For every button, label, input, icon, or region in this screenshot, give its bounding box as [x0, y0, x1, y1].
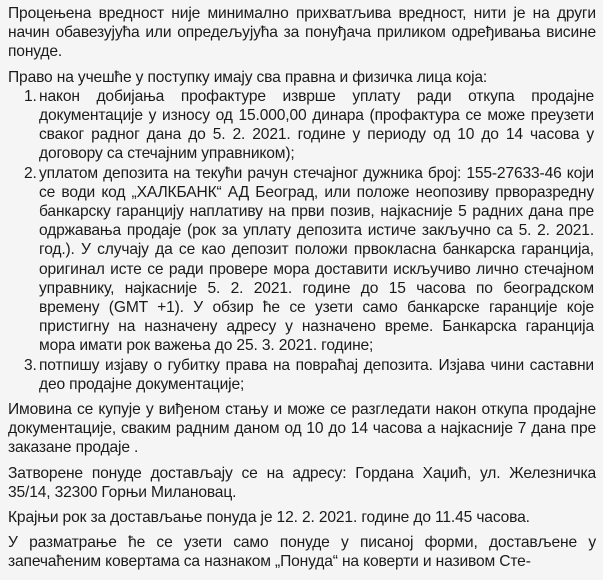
condition-item — [8, 87, 596, 164]
conditions-list — [8, 87, 596, 394]
condition-text: потпишу изјаву о губитку права на повраћај депозита. Изјава чини саставни део продајне документације; — [39, 356, 594, 393]
consideration-paragraph: У разматрање ће се узети само понуде у писаној форми, достављене у запечаћеним ковертама са назнаком „Понуда“ на коверти и називом Сте- — [8, 534, 596, 571]
condition-text: након добијања профактуре изврше уплату ради откупа продајне документације у износу од 15.000,00 динара (профактура се може преузети сваког радног дана до 5. 2. 2021. године у периоду од 10 до 14 часова у договору са стечајним управником); — [39, 87, 594, 163]
condition-number: 3. — [24, 356, 37, 374]
document-page — [8, 4, 596, 580]
deadline-paragraph: Крајњи рок за достављање понуда је 12. 2. 2021. године до 11.45 часова. — [8, 509, 530, 527]
intro-paragraph: Процењена вредност није минимално прихватљива вредност, нити је на други начин обавезујућа или опредељујућа за понуђача приликом одређивања висине понуде. — [8, 5, 596, 61]
condition-item — [8, 356, 596, 394]
participation-heading: Право на учешће у поступку имају сва правна и физичка лица која: — [8, 68, 488, 86]
inspection-paragraph: Имовина се купује у виђеном стању и може се разгледати након откупа продајне документације, сваким радним даном од 10 до 14 часова а најкасније 7 дана пре заказане продаје . — [8, 401, 596, 457]
condition-text: уплатом депозита на текући рачун стечајног дужника број: 155-27633-46 који се води код „ХАЛКБАНК“ АД Београд, или положе неопозиву прворазредну банкарску гаранцију наплативу на први позив, најкасније 5 радних дана пре одржавања продаје (рок за уплату депозита истиче закључно са 5. 2. 2021. год.). У случају да се као депозит положи првокласна банкарска гаранција, оригинал исте се ради провере мора доставити искључиво лично стечајном управнику, најкасније 5. 2. 2021. године до 15 часова по београдском времену (GMT +1). У обзир ће се узети само банкарске гаранције које пристигну на назначену адресу у назначено време. Банкарска гаранција мора имати рок важења до 25. 3. 2021. године; — [39, 164, 594, 355]
submission-address-paragraph: Затворене понуде достављају се на адресу: Гордана Хаџић, ул. Железничка 35/14, 32300 Горњи Милановац. — [8, 464, 596, 501]
condition-number: 1. — [24, 87, 37, 105]
condition-number: 2. — [24, 164, 37, 182]
condition-item — [8, 164, 596, 356]
